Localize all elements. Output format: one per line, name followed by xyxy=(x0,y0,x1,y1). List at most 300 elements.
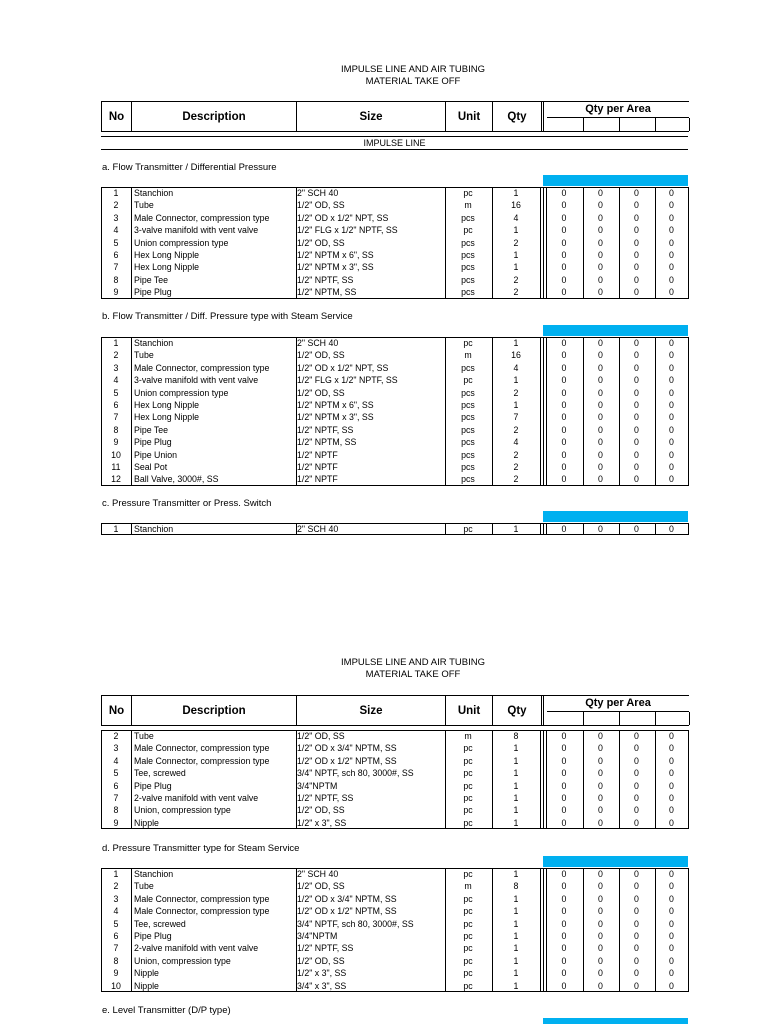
table-row xyxy=(101,424,688,436)
cell-area-qty: 0 xyxy=(634,805,639,816)
cell-area-qty: 0 xyxy=(598,918,603,929)
cell-no: 6 xyxy=(113,399,119,410)
cell-size: 1/2" OD, SS xyxy=(297,200,345,211)
cell-area-qty: 0 xyxy=(634,249,639,260)
cell-area-qty: 0 xyxy=(561,262,567,273)
cell-unit: pc xyxy=(463,980,473,991)
cell-area-qty: 0 xyxy=(598,930,603,941)
table-row xyxy=(101,461,688,473)
table-row xyxy=(101,918,688,930)
cell-qty: 2 xyxy=(513,461,519,472)
cell-no: 6 xyxy=(113,249,119,260)
cell-area-qty: 0 xyxy=(669,262,674,273)
cell-area-qty: 0 xyxy=(561,524,567,534)
cell-area-qty: 0 xyxy=(598,287,603,298)
cell-area-qty: 0 xyxy=(561,338,567,348)
cell-area-qty: 0 xyxy=(598,906,603,917)
cell-qty: 2 xyxy=(513,424,519,435)
cell-area-qty: 0 xyxy=(634,412,639,423)
cell-no: 3 xyxy=(113,743,119,754)
cell-area-qty: 0 xyxy=(561,287,567,298)
table-row xyxy=(101,436,688,448)
cell-size: 3/4" x 3", SS xyxy=(297,980,347,991)
cell-description: Ball Valve, 3000#, SS xyxy=(134,474,219,485)
cell-area-qty: 0 xyxy=(598,743,603,754)
cell-size: 1/2" NPTM, SS xyxy=(297,287,357,298)
cell-no: 1 xyxy=(113,188,119,198)
cell-qty: 4 xyxy=(513,212,519,223)
qty-per-area-label: Qty per Area xyxy=(547,102,689,118)
cell-description: Tube xyxy=(134,200,154,211)
cell-qty: 1 xyxy=(513,524,519,534)
cell-no: 2 xyxy=(113,350,119,361)
cell-area-qty: 0 xyxy=(669,375,674,386)
cell-unit: pcs xyxy=(461,362,475,373)
cell-qty: 7 xyxy=(513,412,519,423)
cell-size: 1/2" OD x 1/2" NPT, SS xyxy=(297,362,389,373)
cell-area-qty: 0 xyxy=(669,200,674,211)
cell-area-qty: 0 xyxy=(561,237,567,248)
cell-area-qty: 0 xyxy=(598,338,603,348)
table-row xyxy=(101,755,688,767)
table-row xyxy=(101,742,688,754)
cell-no: 9 xyxy=(113,437,119,448)
cell-area-qty: 0 xyxy=(598,249,603,260)
cell-size: 3/4" NPTF, sch 80, 3000#, SS xyxy=(297,768,414,779)
table-row xyxy=(101,399,688,411)
cell-unit: pcs xyxy=(461,262,475,273)
cell-description: Stanchion xyxy=(134,869,174,879)
cell-unit: pc xyxy=(463,869,473,879)
cell-no: 10 xyxy=(111,449,121,460)
cell-unit: pc xyxy=(463,792,473,803)
cell-area-qty: 0 xyxy=(669,743,674,754)
cell-no: 9 xyxy=(113,968,119,979)
cell-area-qty: 0 xyxy=(669,362,674,373)
cell-size: 1/2" NPTF, SS xyxy=(297,424,354,435)
cell-unit: pcs xyxy=(461,449,475,460)
cell-description: Stanchion xyxy=(134,188,174,198)
cell-qty: 1 xyxy=(513,780,519,791)
cell-size: 3/4"NPTM xyxy=(297,930,338,941)
cell-unit: pc xyxy=(463,755,473,766)
cell-qty: 2 xyxy=(513,287,519,298)
group-label: a. Flow Transmitter / Differential Pressure xyxy=(102,162,277,173)
table-row xyxy=(101,449,688,461)
cell-size: 1/2" OD, SS xyxy=(297,237,345,248)
cell-area-qty: 0 xyxy=(598,212,603,223)
cell-qty: 16 xyxy=(511,350,521,361)
cell-area-qty: 0 xyxy=(669,237,674,248)
cell-area-qty: 0 xyxy=(669,188,674,198)
cell-area-qty: 0 xyxy=(561,212,567,223)
cell-description: Union, compression type xyxy=(134,805,231,816)
cell-unit: pc xyxy=(463,743,473,754)
cell-area-qty: 0 xyxy=(669,792,674,803)
cell-area-qty: 0 xyxy=(669,474,674,485)
cell-description: Tube xyxy=(134,350,154,361)
group-c-continued-rows xyxy=(101,730,688,829)
cell-no: 9 xyxy=(113,817,119,828)
cell-area-qty: 0 xyxy=(634,188,639,198)
section-title: IMPULSE LINE xyxy=(363,138,426,148)
cell-unit: pc xyxy=(463,225,473,236)
cell-area-qty: 0 xyxy=(598,869,603,879)
group-label: c. Pressure Transmitter or Press. Switch xyxy=(102,498,272,509)
cell-no: 7 xyxy=(113,943,119,954)
cell-description: Male Connector, compression type xyxy=(134,212,270,223)
cell-no: 1 xyxy=(113,524,119,534)
table-row xyxy=(101,780,688,792)
cell-area-qty: 0 xyxy=(634,792,639,803)
cell-description: Union compression type xyxy=(134,237,229,248)
table-header xyxy=(101,695,689,726)
sheet-subtitle: MATERIAL TAKE OFF xyxy=(365,669,461,680)
cell-area-qty: 0 xyxy=(598,980,603,991)
cell-description: Hex Long Nipple xyxy=(134,249,200,260)
cell-unit: pc xyxy=(463,375,473,386)
cell-unit: pcs xyxy=(461,274,475,285)
cell-no: 3 xyxy=(113,212,119,223)
cell-qty: 1 xyxy=(513,262,519,273)
cell-no: 2 xyxy=(113,881,119,892)
cell-qty: 1 xyxy=(513,943,519,954)
cell-area-qty: 0 xyxy=(561,362,567,373)
cell-description: Male Connector, compression type xyxy=(134,362,270,373)
cell-description: Nipple xyxy=(134,968,159,979)
group-highlight xyxy=(543,175,688,186)
cell-area-qty: 0 xyxy=(561,249,567,260)
cell-description: 2-valve manifold with vent valve xyxy=(134,943,259,954)
cell-no: 4 xyxy=(113,225,119,236)
cell-unit: pcs xyxy=(461,237,475,248)
cell-description: 2-valve manifold with vent valve xyxy=(134,792,259,803)
col-description: Description xyxy=(132,696,297,725)
cell-qty: 2 xyxy=(513,449,519,460)
cell-area-qty: 0 xyxy=(669,930,674,941)
cell-size: 1/2" OD, SS xyxy=(297,350,345,361)
cell-area-qty: 0 xyxy=(669,955,674,966)
cell-area-qty: 0 xyxy=(634,817,639,828)
group-label: b. Flow Transmitter / Diff. Pressure type with Steam Service xyxy=(102,311,353,322)
cell-area-qty: 0 xyxy=(634,200,639,211)
cell-area-qty: 0 xyxy=(598,768,603,779)
table-row xyxy=(101,792,688,804)
cell-area-qty: 0 xyxy=(634,375,639,386)
cell-size: 1/2" NPTF xyxy=(297,461,338,472)
table-row xyxy=(101,374,688,386)
cell-description: Male Connector, compression type xyxy=(134,743,270,754)
cell-area-qty: 0 xyxy=(598,731,603,741)
cell-area-qty: 0 xyxy=(634,437,639,448)
cell-size: 1/2" NPTF, SS xyxy=(297,792,354,803)
cell-qty: 1 xyxy=(513,906,519,917)
cell-unit: m xyxy=(464,350,472,361)
table-row xyxy=(101,955,688,967)
cell-area-qty: 0 xyxy=(561,968,567,979)
cell-size: 2" SCH 40 xyxy=(297,188,339,198)
cell-area-qty: 0 xyxy=(598,362,603,373)
cell-area-qty: 0 xyxy=(598,262,603,273)
cell-area-qty: 0 xyxy=(669,350,674,361)
group-c-rows xyxy=(101,523,688,535)
cell-size: 1/2" x 3", SS xyxy=(297,968,347,979)
cell-area-qty: 0 xyxy=(634,461,639,472)
cell-qty: 8 xyxy=(513,731,519,741)
cell-no: 5 xyxy=(113,387,119,398)
cell-area-qty: 0 xyxy=(598,350,603,361)
cell-description: Male Connector, compression type xyxy=(134,755,270,766)
sheet-subtitle: MATERIAL TAKE OFF xyxy=(365,76,461,87)
cell-qty: 1 xyxy=(513,930,519,941)
cell-area-qty: 0 xyxy=(561,461,567,472)
cell-area-qty: 0 xyxy=(634,943,639,954)
cell-area-qty: 0 xyxy=(598,424,603,435)
cell-area-qty: 0 xyxy=(561,805,567,816)
group-label: e. Level Transmitter (D/P type) xyxy=(102,1005,231,1016)
cell-area-qty: 0 xyxy=(634,968,639,979)
cell-area-qty: 0 xyxy=(669,274,674,285)
group-highlight xyxy=(543,511,688,522)
cell-qty: 1 xyxy=(513,755,519,766)
cell-unit: pc xyxy=(463,188,473,198)
cell-area-qty: 0 xyxy=(561,424,567,435)
cell-qty: 1 xyxy=(513,817,519,828)
group-b-rows xyxy=(101,337,688,486)
group-highlight xyxy=(543,325,688,336)
cell-qty: 2 xyxy=(513,237,519,248)
cell-area-qty: 0 xyxy=(634,237,639,248)
cell-size: 1/2" NPTF xyxy=(297,449,338,460)
cell-area-qty: 0 xyxy=(598,881,603,892)
col-no: No xyxy=(102,696,132,725)
cell-area-qty: 0 xyxy=(669,731,674,741)
table-row xyxy=(101,880,688,892)
cell-unit: pcs xyxy=(461,461,475,472)
cell-area-qty: 0 xyxy=(561,474,567,485)
cell-unit: pcs xyxy=(461,249,475,260)
cell-description: 3-valve manifold with vent valve xyxy=(134,225,259,236)
cell-size: 1/2" OD, SS xyxy=(297,881,345,892)
cell-area-qty: 0 xyxy=(634,212,639,223)
cell-qty: 2 xyxy=(513,474,519,485)
cell-area-qty: 0 xyxy=(561,881,567,892)
cell-description: Male Connector, compression type xyxy=(134,893,270,904)
table-row xyxy=(101,387,688,399)
cell-description: Nipple xyxy=(134,980,159,991)
cell-size: 1/2" OD, SS xyxy=(297,955,345,966)
cell-description: 3-valve manifold with vent valve xyxy=(134,375,259,386)
cell-area-qty: 0 xyxy=(561,893,567,904)
cell-area-qty: 0 xyxy=(634,350,639,361)
table-row xyxy=(101,337,688,349)
cell-area-qty: 0 xyxy=(669,893,674,904)
cell-description: Pipe Plug xyxy=(134,287,172,298)
cell-size: 1/2" NPTM x 6", SS xyxy=(297,249,374,260)
cell-area-qty: 0 xyxy=(561,980,567,991)
cell-area-qty: 0 xyxy=(669,287,674,298)
cell-area-qty: 0 xyxy=(634,906,639,917)
cell-area-qty: 0 xyxy=(634,980,639,991)
group-a-rows xyxy=(101,187,688,299)
cell-area-qty: 0 xyxy=(561,200,567,211)
cell-qty: 16 xyxy=(511,200,521,211)
cell-area-qty: 0 xyxy=(634,780,639,791)
cell-description: Seal Pot xyxy=(134,461,168,472)
cell-description: Tee, screwed xyxy=(134,768,186,779)
table-row xyxy=(101,224,688,236)
cell-area-qty: 0 xyxy=(634,287,639,298)
cell-unit: pc xyxy=(463,930,473,941)
cell-no: 8 xyxy=(113,805,119,816)
cell-unit: pcs xyxy=(461,424,475,435)
table-row xyxy=(101,730,688,742)
cell-qty: 4 xyxy=(513,362,519,373)
cell-qty: 1 xyxy=(513,375,519,386)
cell-area-qty: 0 xyxy=(598,399,603,410)
table-row xyxy=(101,212,688,224)
table-row xyxy=(101,893,688,905)
cell-unit: pcs xyxy=(461,399,475,410)
cell-no: 2 xyxy=(113,731,119,741)
cell-qty: 1 xyxy=(513,968,519,979)
cell-area-qty: 0 xyxy=(669,449,674,460)
cell-qty: 1 xyxy=(513,188,519,198)
table-row xyxy=(101,767,688,779)
col-qty-per-area xyxy=(547,102,689,131)
cell-no: 5 xyxy=(113,768,119,779)
cell-area-qty: 0 xyxy=(598,524,603,534)
sheet-title: IMPULSE LINE AND AIR TUBING xyxy=(341,64,485,75)
cell-unit: pc xyxy=(463,968,473,979)
cell-area-qty: 0 xyxy=(669,918,674,929)
cell-area-qty: 0 xyxy=(634,930,639,941)
cell-no: 11 xyxy=(111,461,121,472)
cell-size: 1/2" x 3", SS xyxy=(297,817,347,828)
cell-area-qty: 0 xyxy=(669,424,674,435)
cell-area-qty: 0 xyxy=(561,743,567,754)
cell-area-qty: 0 xyxy=(634,743,639,754)
cell-area-qty: 0 xyxy=(561,225,567,236)
cell-area-qty: 0 xyxy=(598,387,603,398)
cell-unit: pc xyxy=(463,780,473,791)
cell-size: 1/2" NPTF, SS xyxy=(297,943,354,954)
cell-no: 7 xyxy=(113,412,119,423)
table-row xyxy=(101,187,688,199)
cell-area-qty: 0 xyxy=(561,906,567,917)
cell-no: 10 xyxy=(111,980,121,991)
cell-no: 8 xyxy=(113,955,119,966)
cell-qty: 1 xyxy=(513,225,519,236)
cell-area-qty: 0 xyxy=(561,955,567,966)
cell-area-qty: 0 xyxy=(669,387,674,398)
table-row xyxy=(101,942,688,954)
cell-size: 1/2" OD x 1/2" NPTM, SS xyxy=(297,755,397,766)
group-label: d. Pressure Transmitter type for Steam Service xyxy=(102,843,300,854)
group-highlight xyxy=(543,1018,688,1024)
cell-description: Pipe Tee xyxy=(134,424,169,435)
table-row xyxy=(101,349,688,361)
cell-area-qty: 0 xyxy=(634,424,639,435)
cell-no: 1 xyxy=(113,338,119,348)
cell-no: 8 xyxy=(113,424,119,435)
cell-unit: pc xyxy=(463,893,473,904)
cell-description: Stanchion xyxy=(134,338,174,348)
cell-size: 1/2" NPTM, SS xyxy=(297,437,357,448)
cell-qty: 1 xyxy=(513,743,519,754)
col-size: Size xyxy=(297,696,446,725)
cell-area-qty: 0 xyxy=(598,792,603,803)
cell-size: 1/2" OD x 1/2" NPT, SS xyxy=(297,212,389,223)
col-size: Size xyxy=(297,102,446,131)
cell-size: 1/2" OD x 3/4" NPTM, SS xyxy=(297,893,397,904)
cell-area-qty: 0 xyxy=(598,893,603,904)
cell-unit: pcs xyxy=(461,287,475,298)
cell-description: Tee, screwed xyxy=(134,918,186,929)
cell-area-qty: 0 xyxy=(598,200,603,211)
cell-description: Tube xyxy=(134,731,154,741)
cell-area-qty: 0 xyxy=(669,780,674,791)
col-description: Description xyxy=(132,102,297,131)
cell-unit: pc xyxy=(463,817,473,828)
cell-area-qty: 0 xyxy=(561,350,567,361)
cell-size: 1/2" NPTM x 3", SS xyxy=(297,262,374,273)
cell-size: 1/2" OD x 3/4" NPTM, SS xyxy=(297,743,397,754)
col-unit: Unit xyxy=(446,696,493,725)
cell-area-qty: 0 xyxy=(634,225,639,236)
cell-description: Pipe Union xyxy=(134,449,178,460)
cell-description: Male Connector, compression type xyxy=(134,906,270,917)
cell-area-qty: 0 xyxy=(634,338,639,348)
cell-area-qty: 0 xyxy=(634,262,639,273)
cell-description: Tube xyxy=(134,881,154,892)
table-row xyxy=(101,411,688,423)
cell-unit: pc xyxy=(463,768,473,779)
cell-area-qty: 0 xyxy=(669,968,674,979)
cell-area-qty: 0 xyxy=(561,817,567,828)
cell-size: 1/2" FLG x 1/2" NPTF, SS xyxy=(297,375,398,386)
cell-area-qty: 0 xyxy=(598,817,603,828)
cell-area-qty: 0 xyxy=(669,437,674,448)
cell-area-qty: 0 xyxy=(561,437,567,448)
table-row xyxy=(101,249,688,261)
cell-description: Union, compression type xyxy=(134,955,231,966)
cell-area-qty: 0 xyxy=(634,399,639,410)
cell-size: 1/2" OD x 1/2" NPTM, SS xyxy=(297,906,397,917)
cell-no: 1 xyxy=(113,869,119,879)
cell-area-qty: 0 xyxy=(669,869,674,879)
cell-description: Nipple xyxy=(134,817,159,828)
cell-area-qty: 0 xyxy=(561,869,567,879)
cell-qty: 1 xyxy=(513,805,519,816)
cell-size: 1/2" NPTM x 3", SS xyxy=(297,412,374,423)
cell-area-qty: 0 xyxy=(634,768,639,779)
cell-area-qty: 0 xyxy=(634,449,639,460)
cell-unit: pcs xyxy=(461,387,475,398)
cell-size: 2" SCH 40 xyxy=(297,869,339,879)
cell-area-qty: 0 xyxy=(561,930,567,941)
cell-size: 1/2" NPTF, SS xyxy=(297,274,354,285)
cell-area-qty: 0 xyxy=(598,449,603,460)
cell-area-qty: 0 xyxy=(634,362,639,373)
cell-area-qty: 0 xyxy=(669,399,674,410)
cell-area-qty: 0 xyxy=(669,755,674,766)
col-no: No xyxy=(102,102,132,131)
cell-area-qty: 0 xyxy=(598,225,603,236)
cell-no: 6 xyxy=(113,780,119,791)
cell-unit: pc xyxy=(463,338,473,348)
cell-description: Union compression type xyxy=(134,387,229,398)
